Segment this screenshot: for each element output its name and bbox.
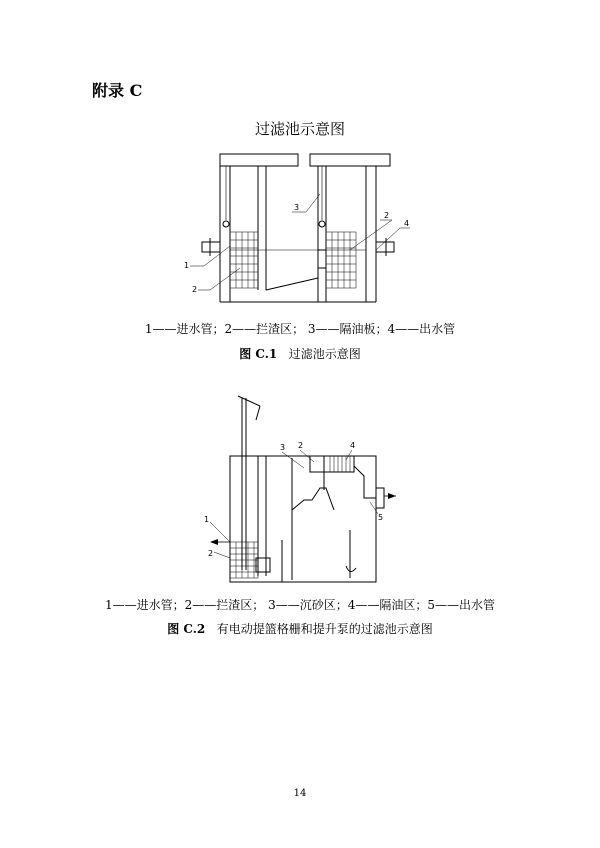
callout-4: 4 [350,441,356,450]
figure-c2-title: 有电动提篮格栅和提升泵的过滤池示意图 [216,622,433,636]
figure-c2-caption [0,620,600,637]
callout-4: 4 [404,219,410,228]
callout-5: 5 [378,513,384,522]
figure-c1-diagram [180,150,420,310]
page-number: 14 [293,788,307,799]
callout-2b: 2 [384,211,390,220]
callout-2: 2 [192,285,198,294]
appendix-heading: 附录 C [92,81,143,100]
callout-2b: 2 [298,441,304,450]
figure-c1-title: 过滤池示意图 [288,347,361,361]
callout-3: 3 [294,203,300,212]
figure-c1-number: 图 C.1 [239,347,278,361]
callout-1: 1 [184,261,190,270]
callout-1: 1 [204,515,210,524]
callout-3: 3 [280,443,286,452]
figure-c2-legend: 1——进水管；2——拦渣区； 3——沉砂区；4——隔油区；5——出水管 [105,598,495,612]
figure-c1-legend: 1——进水管；2——拦渣区； 3——隔油板；4——出水管 [144,322,456,336]
page-title: 过滤池示意图 [254,120,345,138]
figure-c2-number: 图 C.2 [167,622,206,636]
callout-2: 2 [208,549,214,558]
figure-c2-diagram [200,390,410,590]
figure-c1-caption [0,345,600,362]
